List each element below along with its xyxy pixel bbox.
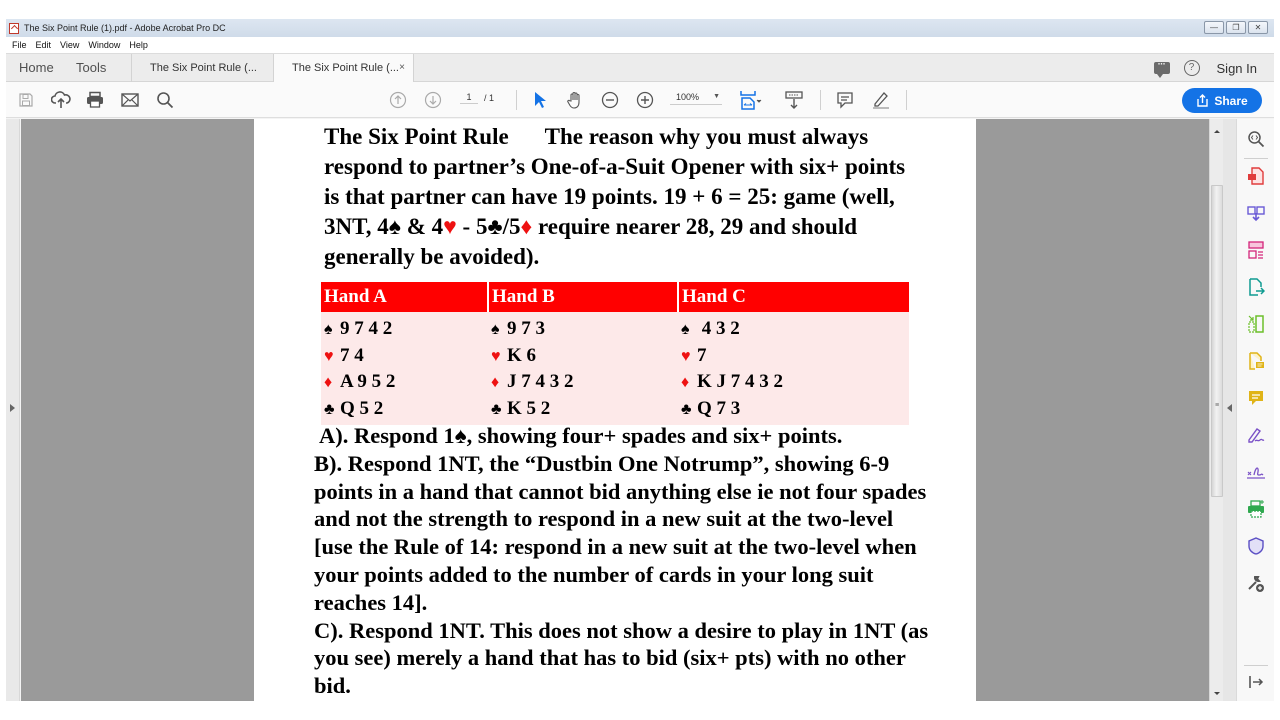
- collapse-right-pane-icon[interactable]: [1227, 404, 1232, 412]
- compress-icon[interactable]: [1246, 314, 1266, 334]
- answer-a: A). Respond 1♠, showing four+ spades and six+ points.: [319, 423, 843, 448]
- zoom-level-dropdown[interactable]: [670, 92, 722, 105]
- collapse-tools-pane-icon[interactable]: [1246, 672, 1266, 692]
- comment-icon[interactable]: [1246, 388, 1266, 408]
- clubs-holding: ♣ K 5 2: [491, 397, 551, 419]
- hand-tool-icon[interactable]: [566, 91, 584, 109]
- pdf-page: [254, 119, 976, 701]
- share-button[interactable]: [1182, 88, 1262, 113]
- vertical-scrollbar[interactable]: [1209, 119, 1223, 701]
- diamond-symbol: ♦: [520, 214, 533, 239]
- tools-pane: [1237, 119, 1274, 701]
- hand-a-cell: [321, 312, 488, 425]
- next-page-icon[interactable]: [424, 91, 442, 109]
- add-comment-icon[interactable]: [836, 91, 854, 109]
- comment-file-icon[interactable]: [1246, 351, 1266, 371]
- menu-edit[interactable]: Edit: [35, 40, 52, 50]
- zoom-out-icon[interactable]: [601, 91, 619, 109]
- diamonds-holding: ♦ J 7 4 3 2: [491, 371, 574, 392]
- messages-icon[interactable]: ···: [1154, 62, 1170, 74]
- share-icon: [1196, 94, 1209, 107]
- tab-tools[interactable]: Tools: [76, 60, 107, 75]
- scroll-up-arrow[interactable]: [1214, 130, 1220, 133]
- hearts-holding: ♥ K 6: [491, 344, 537, 366]
- tools-divider: [1244, 665, 1268, 666]
- scroll-mode-icon[interactable]: [784, 91, 804, 109]
- spade-symbol: ♠: [454, 423, 467, 448]
- toolbar-divider: [516, 90, 517, 110]
- protect-icon[interactable]: [1246, 536, 1266, 556]
- fill-sign-icon[interactable]: [1246, 425, 1266, 445]
- answers-section: [314, 422, 934, 700]
- spades-holding: ♠ 9 7 3: [491, 318, 545, 339]
- clubs-holding: ♣ Q 5 2: [324, 397, 384, 419]
- spade-symbol: ♠: [388, 214, 401, 239]
- toolbar-divider: [820, 90, 821, 110]
- menu-view[interactable]: View: [60, 40, 80, 50]
- export-pdf-icon[interactable]: [1246, 166, 1266, 186]
- tools-divider: [1244, 158, 1268, 159]
- table-header-row: [321, 282, 909, 312]
- spades-holding: ♠ 4 3 2: [681, 318, 740, 339]
- menu-bar: [6, 37, 1274, 53]
- document-tab[interactable]: [131, 54, 273, 82]
- page-number-input[interactable]: 1: [460, 92, 478, 104]
- answer-c: C). Respond 1NT. This does not show a desire to play in 1NT (as you see) merely a hand that has to bid (six+ pts) with no other bid.: [314, 617, 929, 699]
- left-pane-toggle[interactable]: [6, 119, 20, 701]
- document-title: The Six Point Rule: [324, 124, 509, 149]
- minimize-button[interactable]: —: [1204, 21, 1224, 34]
- menu-file[interactable]: File: [12, 40, 27, 50]
- heart-symbol: ♥: [443, 214, 457, 239]
- column-header: Hand C: [678, 282, 909, 312]
- right-pane-toggle[interactable]: [1223, 119, 1237, 701]
- sign-in-link[interactable]: Sign In: [1216, 60, 1257, 76]
- title-bar: [6, 19, 1274, 37]
- zoom-level-value: 100%: [676, 92, 700, 102]
- club-symbol: ♣: [487, 214, 503, 239]
- document-tab-active[interactable]: [273, 54, 414, 83]
- select-tool-icon[interactable]: [533, 91, 547, 109]
- hand-c-cell: [678, 312, 909, 425]
- zoom-in-icon[interactable]: [636, 91, 654, 109]
- scroll-thumb[interactable]: [1211, 185, 1223, 497]
- scroll-down-arrow[interactable]: [1214, 692, 1220, 695]
- menu-window[interactable]: Window: [88, 40, 121, 50]
- print-icon[interactable]: [86, 91, 104, 109]
- close-tab-icon[interactable]: ×: [399, 62, 405, 73]
- clubs-holding: ♣ Q 7 3: [681, 397, 741, 419]
- help-icon[interactable]: ?: [1184, 60, 1200, 76]
- column-header: Hand A: [321, 282, 488, 312]
- toolbar-divider: [906, 90, 907, 110]
- hands-table: [321, 282, 909, 425]
- tab-home[interactable]: Home: [19, 60, 54, 75]
- diamonds-holding: ♦ K J 7 4 3 2: [681, 371, 784, 392]
- send-file-icon[interactable]: [1246, 277, 1266, 297]
- grip-icon: ≡: [1215, 402, 1220, 409]
- restore-button[interactable]: ❐: [1226, 21, 1246, 34]
- share-label: Share: [1214, 93, 1248, 108]
- hearts-holding: ♥ 7: [681, 344, 707, 366]
- sign-icon[interactable]: [1246, 462, 1266, 482]
- tab-bar-right: [1154, 54, 1274, 82]
- spades-holding: ♠ 9 7 4 2: [324, 318, 393, 339]
- intro-paragraph: The Six Point Rule The reason why you must always respond to partner’s One-of-a-Suit Opener with six+ points is that partner can have 19 points. 19 + 6 = 25: game (well, 3NT, 4♠ & 4♥ - 5♣/5♦ require nearer 28, 29 and should generally be avoided).: [324, 124, 906, 269]
- column-header: Hand B: [488, 282, 678, 312]
- acrobat-window: [6, 19, 1274, 701]
- organize-pages-icon[interactable]: [1246, 240, 1266, 260]
- hearts-holding: ♥ 7 4: [324, 344, 364, 366]
- chevron-down-icon: ▼: [713, 93, 720, 100]
- print-production-icon[interactable]: [1246, 499, 1266, 519]
- expand-left-pane-icon[interactable]: [10, 404, 15, 412]
- document-tab-label: The Six Point Rule (...: [292, 62, 399, 74]
- fit-page-icon[interactable]: [739, 91, 763, 109]
- page-count: / 1: [484, 93, 495, 103]
- document-tab-label: The Six Point Rule (...: [150, 62, 257, 74]
- email-icon[interactable]: [121, 91, 139, 109]
- diamonds-holding: ♦ A 9 5 2: [324, 371, 396, 392]
- zoom-search-icon[interactable]: [1246, 129, 1266, 149]
- previous-page-icon[interactable]: [389, 91, 407, 109]
- combine-files-icon[interactable]: [1246, 203, 1266, 223]
- acrobat-pdf-icon: [9, 23, 19, 34]
- window-title: The Six Point Rule (1).pdf - Adobe Acrobat Pro DC: [24, 23, 226, 33]
- more-tools-icon[interactable]: [1246, 573, 1266, 593]
- table-row: [321, 312, 909, 425]
- upload-cloud-icon[interactable]: [51, 91, 71, 109]
- close-window-button[interactable]: ✕: [1248, 21, 1268, 34]
- highlight-pen-icon[interactable]: [871, 91, 891, 109]
- document-viewport[interactable]: [21, 119, 1209, 701]
- save-icon[interactable]: [18, 91, 34, 109]
- window-controls: [1204, 21, 1268, 34]
- search-icon[interactable]: [156, 91, 174, 109]
- toolbar: [6, 82, 1274, 118]
- menu-help[interactable]: Help: [129, 40, 148, 50]
- hand-b-cell: [488, 312, 678, 425]
- tab-bar: [6, 53, 1274, 82]
- answer-b: B). Respond 1NT, the “Dustbin One Notrump”, showing 6-9 points in a hand that cannot bid anything else ie not four spades and not the strength to respond in a new suit at the two-level [use the Rule of 14: respond in a new suit at the two-level when your points added to the number of cards in your long suit reaches 14].: [314, 450, 927, 615]
